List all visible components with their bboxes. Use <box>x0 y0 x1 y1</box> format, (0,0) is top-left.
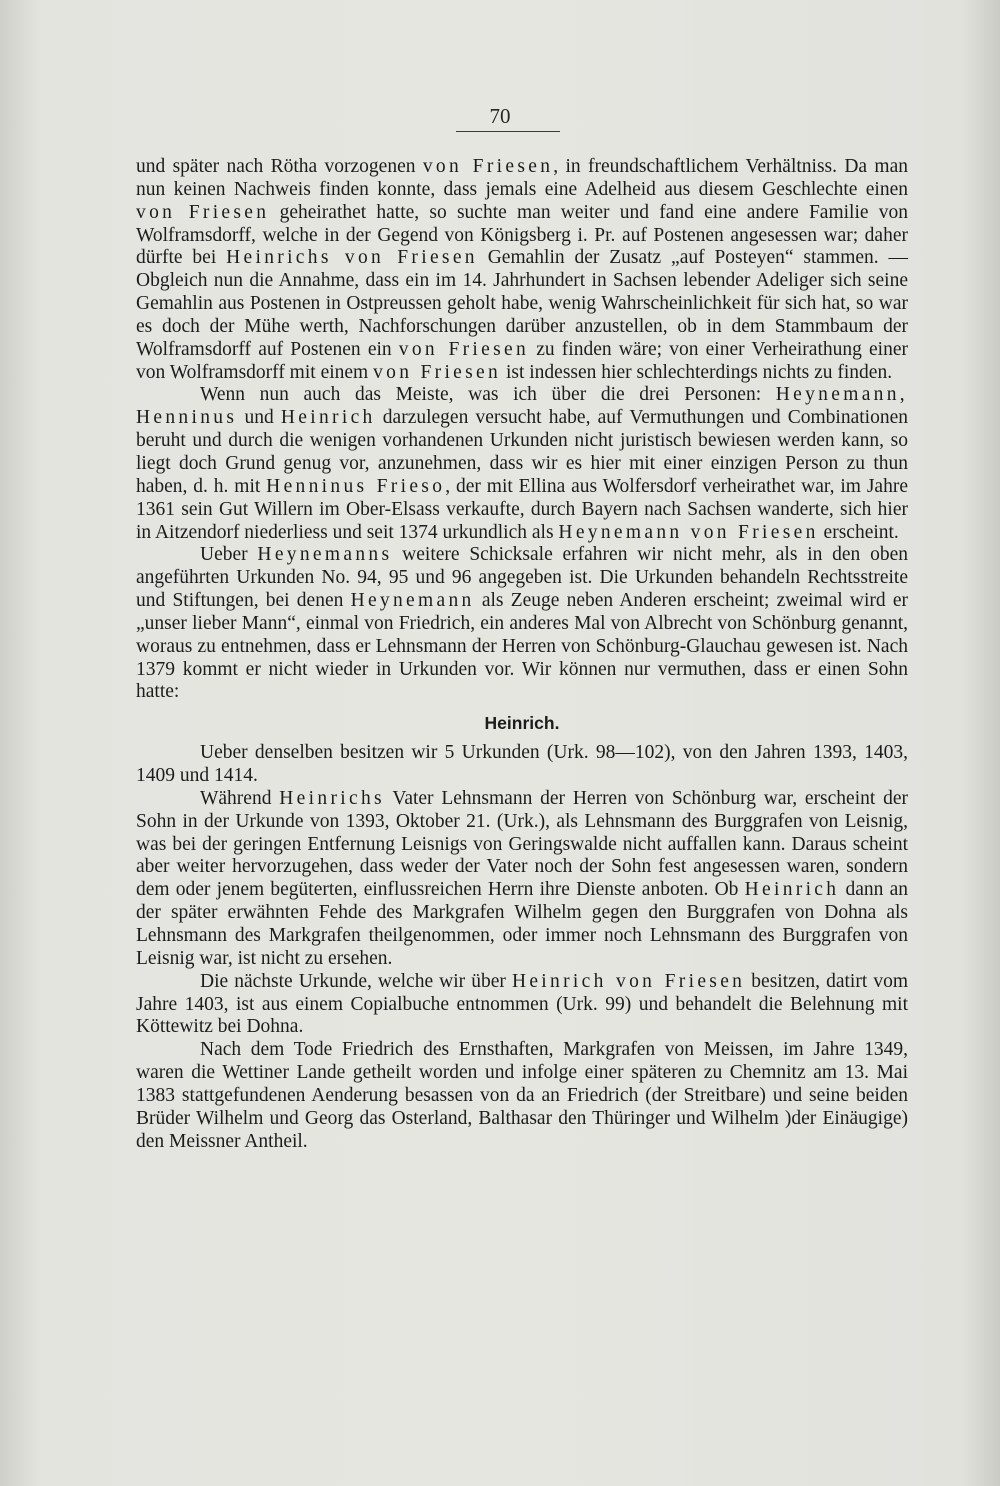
text-run: Vater Lehnsmann der Herren von Schönburg war, erscheint der Sohn in der Urkunde von 1393, Oktober 21. (Urk.), als Lehnsmann des Burggrafen von Leisnig, was bei der geringen Entfernung Leisnigs von Geringswalde nicht auffallen kann. Daraus scheint aber weiter hervorzugehen, dass weder der Vater noch der Sohn fest angesessen waren, sondern dem oder jenem begüterten, einflussreichen Herrn ihre Dienste anboten. Ob <box>136 787 909 901</box>
paragraph <box>136 384 908 544</box>
page-number: 70 <box>489 104 511 128</box>
paragraph <box>136 156 908 384</box>
spaced-name: Heynemanns <box>257 544 393 566</box>
text-run: zu finden wäre; von einer Verheirathung einer von Wolframsdorff mit einem <box>136 338 908 383</box>
spaced-name: Heinrichs von Friesen <box>226 247 478 269</box>
spaced-name: von Friesen <box>136 201 270 223</box>
section-heading: Heinrich. <box>484 713 560 734</box>
text-run: und <box>237 407 281 429</box>
spaced-name: Heynemann, Henninus <box>136 384 908 429</box>
page-number-rule <box>456 131 560 132</box>
text-run: darzulegen versucht habe, auf Vermuthungen und Combinationen beruht und durch die wenigen vorhandenen Urkunden nicht juristisch bewiesen werden kann, so liegt doch Grund genug vor, anzunehmen, dass wir es hier mit einer einzigen Person zu thun haben, d. h. mit <box>136 407 908 497</box>
text-run: als Zeuge neben Anderen erscheint; zweimal wird er „unser lieber Mann“, einmal von Friedrich, ein anderes Mal von Albrecht von Schönburg genannt, woraus zu entnehmen, dass er Lehnsmann der Herren von Schönburg-Glauchau gewesen ist. Nach 1379 kommt er nicht wieder in Urkunden vor. Wir können nur vermuthen, dass er einen Sohn hatte: <box>136 590 908 703</box>
spaced-name: Heynemann von Friesen <box>558 521 819 543</box>
text-run: Nach dem Tode Friedrich des Ernsthaften, Markgrafen von Meissen, im Jahre 1349, waren die Wettiner Lande getheilt worden und infolge einer späteren zu Chemnitz am 13. Mai 1383 stattgefundenen Aenderung besassen von da an Friedrich (der Streitbare) und seine beiden Brüder Wilhelm und Georg das Osterland, Balthasar den Thüringer und Wilhelm )der Einäugige) den Meissner Antheil. <box>136 1039 908 1152</box>
spaced-name: Heinrich <box>280 407 376 429</box>
spaced-name: Heinrich <box>744 879 840 901</box>
text-run: geheirathet hatte, so suchte man weiter und fand eine andere Familie von Wolframsdorff, welche in der Gegend von Königsberg i. Pr. auf Postenen angesessen war; daher dürfte bei <box>136 201 908 269</box>
text-run: ist indessen hier schlechterdings nichts zu finden. <box>501 361 893 383</box>
spaced-name: Heinrichs <box>279 787 385 809</box>
spaced-name: Heinrich von Friesen <box>511 970 746 992</box>
text-run: weitere Schicksale erfahren wir nicht mehr, als in den oben angeführten Urkunden No. 94, 95 und 96 angegeben ist. Die Urkunden behandeln Rechtsstreite und Stiftungen, bei denen <box>136 544 908 612</box>
spaced-name: Henninus Frieso <box>266 475 446 497</box>
text-run: , der mit Ellina aus Wolfersdorf verheirathet war, im Jahre 1361 sein Gut Willern im Ober-Elsass verkaufte, durch Bayern nach Sachsen wanderte, sich hier in Aitzendorf niederliess und seit 1374 urkundlich als <box>136 475 908 543</box>
paragraph <box>136 742 908 788</box>
text-run: Ueber denselben besitzen wir 5 Urkunden (Urk. 98—102), von den Jahren 1393, 1403, 1409 und 1414. <box>136 742 908 787</box>
paragraph <box>136 971 908 1040</box>
text-run: Die nächste Urkunde, welche wir über <box>200 970 512 992</box>
text-run: und später nach Rötha vorzogenen <box>136 156 423 177</box>
spaced-name: von Friesen <box>422 156 554 177</box>
paragraph <box>136 544 908 704</box>
body-text <box>136 156 908 1153</box>
text-run: besitzen, datirt vom Jahre 1403, ist aus einem Copialbuche entnommen (Urk. 99) und behandelt die Belehnung mit Köttewitz bei Dohna. <box>136 970 908 1038</box>
text-run: Wenn nun auch das Meiste, was ich über die drei Personen: <box>200 384 776 406</box>
text-run: dann an der später erwähnten Fehde des Markgrafen Wilhelm gegen den Burggrafen von Dohna als Lehnsmann des Markgrafen theilgenommen, oder immer noch Lehnsmann des Burggrafen von Leisnig war, ist nicht zu ersehen. <box>136 879 908 969</box>
paragraph <box>136 788 908 971</box>
spaced-name: von Friesen <box>398 338 530 360</box>
text-run: Während <box>200 787 280 809</box>
text-run: erscheint. <box>818 521 899 543</box>
text-run: Ueber <box>200 544 258 566</box>
spaced-name: Heynemann <box>350 590 475 612</box>
text-run: Gemahlin der Zusatz „auf Posteyen“ stammen. — Obgleich nun die Annahme, dass ein im 14. Jahrhundert in Sachsen lebender Adeliger sich seine Gemahlin aus Postenen in Ostpreussen geholt habe, wenig Wahrscheinlichkeit für sich hat, so war es doch der Mühe werth, Nachforschungen darüber anzustellen, ob in dem Stammbaum der Wolframsdorff auf Postenen ein <box>136 247 908 360</box>
spaced-name: von Friesen <box>373 361 502 383</box>
paragraph <box>136 1039 908 1153</box>
text-run: , in freundschaftlichem Verhältniss. Da man nun keinen Nachweis finden konnte, dass jemals eine Adelheid aus diesem Geschlechte einen <box>136 156 908 200</box>
